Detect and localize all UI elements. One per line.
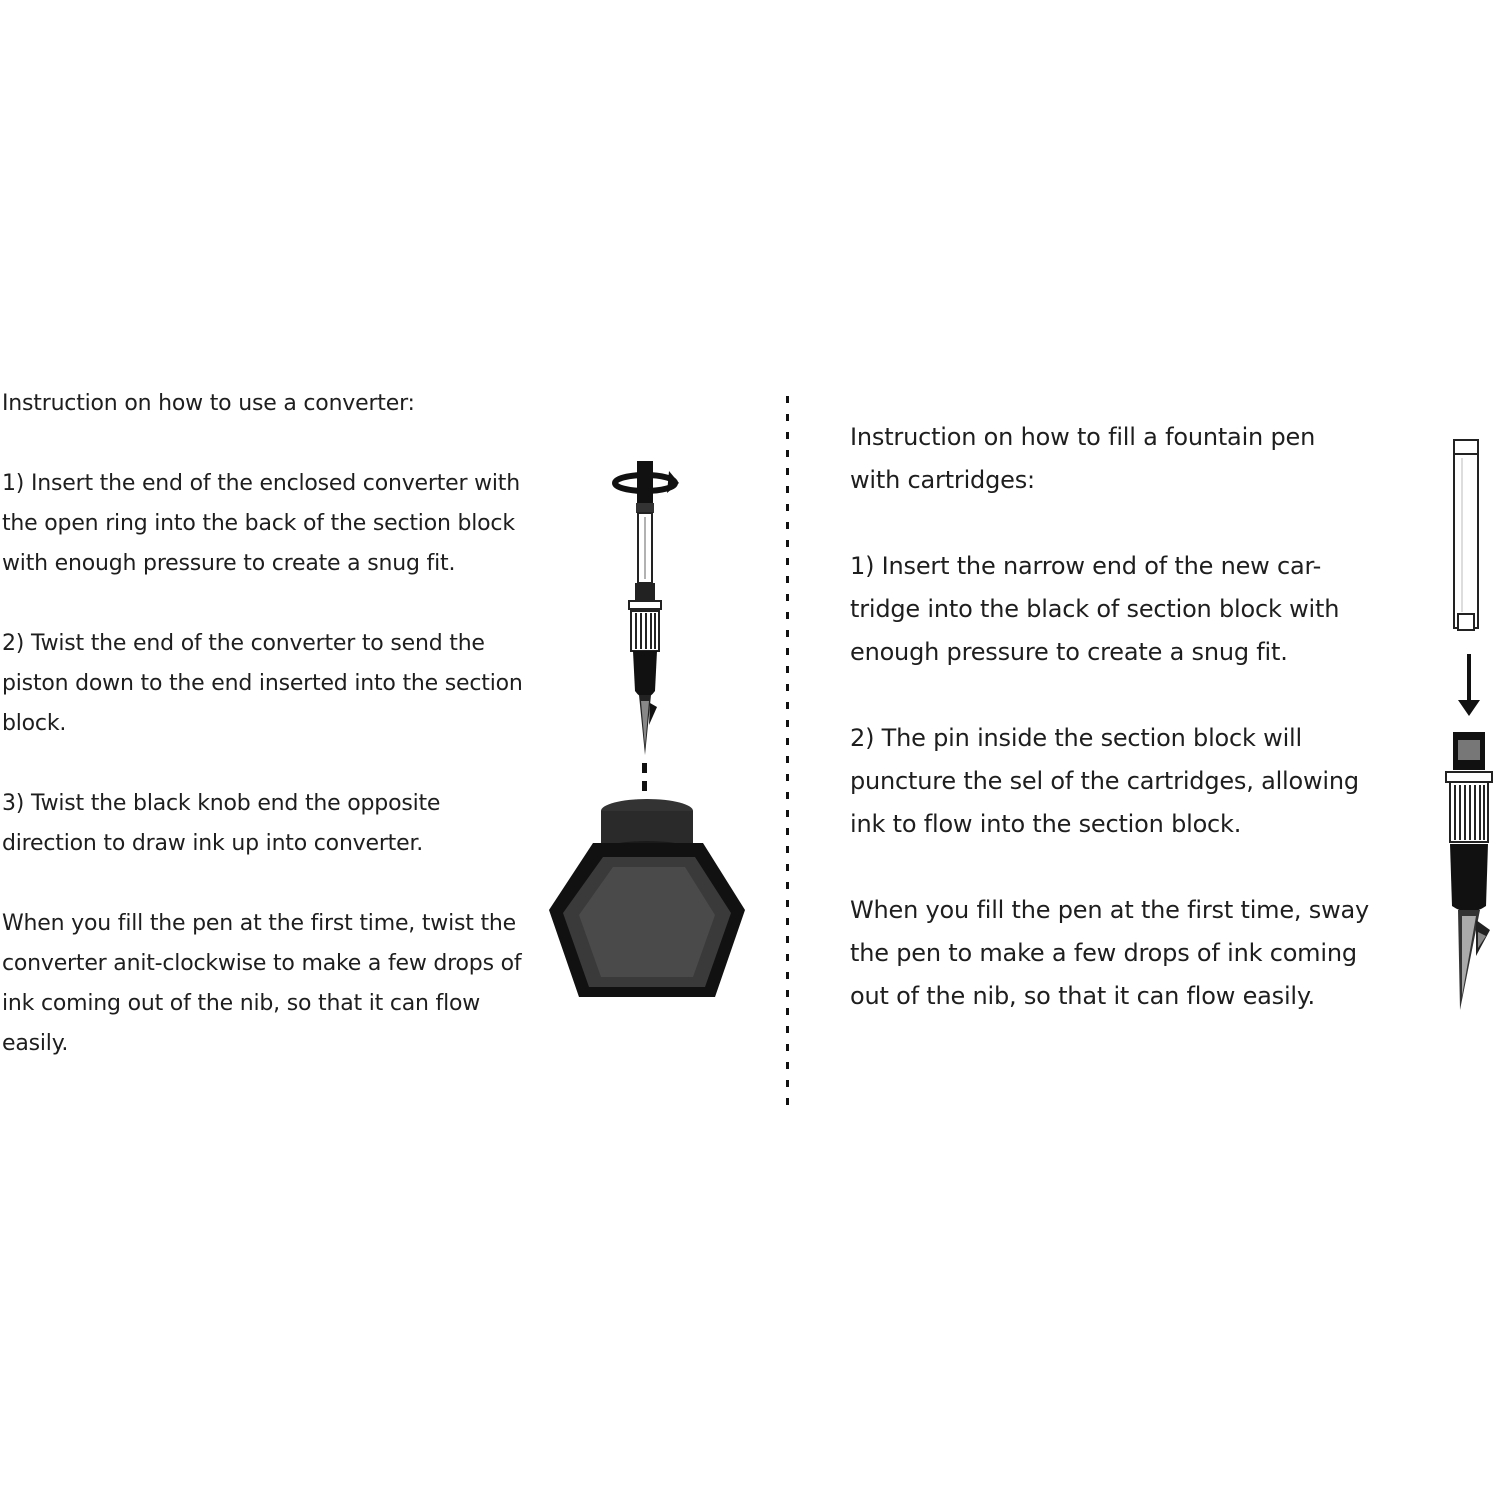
pen-section-block: [1446, 732, 1492, 912]
converter-step-3: [2, 784, 547, 864]
cartridge-heading-line-1: Instruction on how to fill a fountain pen: [850, 423, 1316, 451]
ink-cartridge: [1454, 440, 1478, 630]
pen-nib: [1458, 910, 1490, 1010]
cartridge-heading-line-2: with cartridges:: [850, 466, 1035, 494]
ink-bottle: [549, 799, 745, 997]
converter-note-line-2: converter anit-clockwise to make a few drops of: [2, 951, 522, 976]
cartridge-pen-illustration: [1436, 436, 1499, 1016]
converter-note-line-3: ink coming out of the nib, so that it can flow: [2, 991, 481, 1016]
converter-step-1: [2, 464, 547, 584]
converter-step-2-line-1: 2) Twist the end of the converter to send the: [2, 631, 485, 656]
cartridge-heading: [850, 416, 1410, 502]
cartridge-note-line-1: When you fill the pen at the first time, sway: [850, 896, 1370, 924]
converter-instructions: [2, 384, 547, 1104]
converter-barrel: [636, 503, 654, 583]
cartridge-step-1-line-1: 1) Insert the narrow end of the new car-: [850, 552, 1322, 580]
cartridge-note: [850, 889, 1410, 1018]
converter-step-2: [2, 624, 547, 744]
converter-note-line-1: When you fill the pen at the first time, twist the: [2, 911, 516, 936]
pen-nib: [639, 695, 657, 755]
converter-step-2-line-3: block.: [2, 711, 67, 736]
converter-note: [2, 904, 547, 1064]
dashed-divider: [786, 396, 789, 1106]
converter-note-line-4: easily.: [2, 1031, 69, 1056]
down-arrow-icon: [1458, 654, 1480, 716]
ink-drop: [642, 781, 647, 791]
pen-section-block: [629, 583, 661, 698]
cartridge-step-2-line-3: ink to flow into the section block.: [850, 810, 1242, 838]
converter-knob: [637, 461, 653, 503]
cartridge-note-line-2: the pen to make a few drops of ink coming: [850, 939, 1357, 967]
converter-heading-text: Instruction on how to use a converter:: [2, 391, 415, 416]
cartridge-step-2: [850, 717, 1410, 846]
converter-step-2-line-2: piston down to the end inserted into the section: [2, 671, 523, 696]
converter-pen-illustration: [545, 455, 755, 1010]
cartridge-step-1-line-2: tridge into the black of section block with: [850, 595, 1340, 623]
converter-heading: [2, 384, 547, 424]
cartridge-step-2-line-2: puncture the sel of the cartridges, allowing: [850, 767, 1359, 795]
converter-step-1-line-2: the open ring into the back of the section block: [2, 511, 515, 536]
converter-step-3-line-1: 3) Twist the black knob end the opposite: [2, 791, 441, 816]
converter-step-1-line-1: 1) Insert the end of the enclosed converter with: [2, 471, 520, 496]
cartridge-instructions: [850, 416, 1410, 1061]
converter-step-3-line-2: direction to draw ink up into converter.: [2, 831, 424, 856]
converter-step-1-line-3: with enough pressure to create a snug fit.: [2, 551, 456, 576]
cartridge-step-1: [850, 545, 1410, 674]
cartridge-note-line-3: out of the nib, so that it can flow easily.: [850, 982, 1315, 1010]
cartridge-step-1-line-3: enough pressure to create a snug fit.: [850, 638, 1288, 666]
ink-drop: [642, 763, 647, 773]
cartridge-step-2-line-1: 2) The pin inside the section block will: [850, 724, 1302, 752]
